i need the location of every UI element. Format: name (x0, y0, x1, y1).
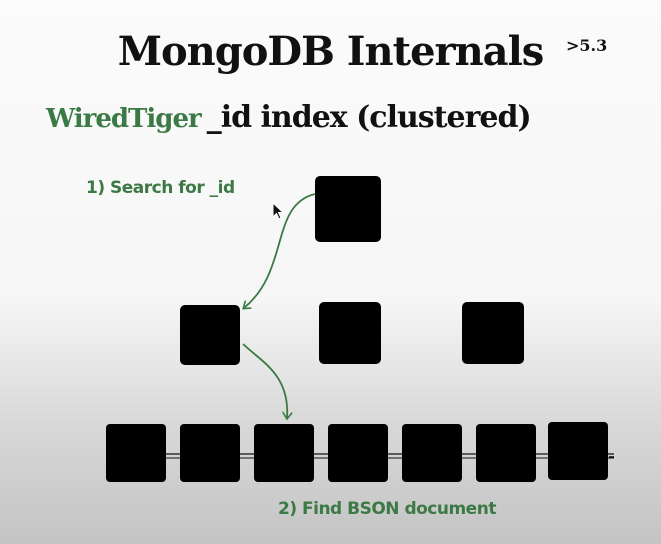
root-node (315, 176, 381, 242)
index-description: _id index (clustered) (206, 100, 531, 135)
internal-node-3 (462, 302, 524, 364)
page-title: MongoDB Internals (117, 28, 544, 75)
storage-engine-name: WiredTiger (46, 104, 201, 134)
internal-node-2 (319, 302, 381, 364)
leaf-node-3 (254, 424, 314, 482)
leaf-node-2 (180, 424, 240, 482)
internal-node-1 (180, 305, 240, 365)
leaf-node-5 (402, 424, 462, 482)
mouse-cursor-icon (272, 202, 286, 222)
leaf-node-1 (106, 424, 166, 482)
leaf-node-4 (328, 424, 388, 482)
version-badge: >5.3 (566, 36, 608, 55)
leaf-node-6 (476, 424, 536, 482)
step2-label: 2) Find BSON document (278, 499, 496, 519)
find-arrow (243, 344, 287, 418)
leaf-node-7 (548, 422, 608, 480)
step1-label: 1) Search for _id (86, 178, 235, 198)
